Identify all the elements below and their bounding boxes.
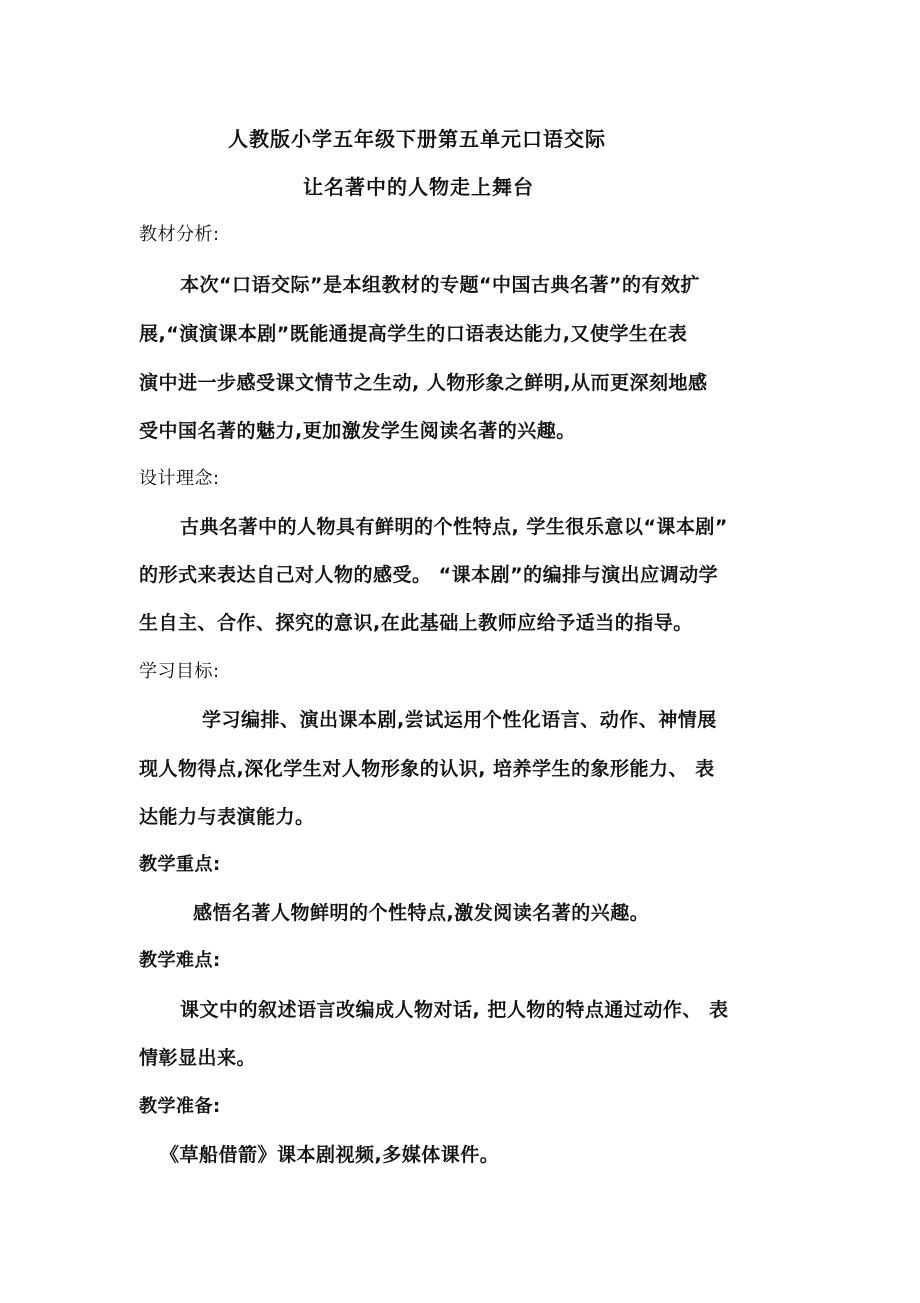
section-line: 受中国名著的魅力,更加激发学生阅读名著的兴趣。 [139, 420, 576, 442]
section-heading-design-concept: 设计理念: [139, 468, 220, 489]
section-line: 学习编排、演出课本剧,尝试运用个性化语言、动作、神情展 [202, 709, 717, 731]
section-line: 达能力与表演能力。 [139, 806, 315, 828]
section-heading-learning-goals: 学习目标: [139, 661, 220, 682]
section-line: 现人物得点,深化学生对人物形象的认识, 培养学生的象形能力、 表 [139, 758, 715, 780]
document-subtitle: 让名著中的人物走上舞台 [303, 175, 534, 199]
section-line: 的形式来表达自己对人物的感受。 “课本剧”的编排与演出应调动学 [139, 564, 719, 586]
section-heading-teaching-difficulty: 教学难点: [139, 950, 221, 971]
section-line: 展,“演演课本剧”既能通提高学生的口语表达能力,又使学生在表 [139, 323, 688, 345]
document-title: 人教版小学五年级下册第五单元口语交际 [228, 127, 606, 151]
section-line: 古典名著中的人物具有鲜明的个性特点, 学生很乐意以“课本剧” [180, 516, 728, 538]
section-line: 情彰显出来。 [139, 1047, 257, 1069]
section-line: 生自主、合作、探究的意识,在此基础上教师应给予适当的指导。 [139, 612, 693, 634]
section-heading-teaching-focus: 教学重点: [139, 854, 221, 875]
section-heading-teaching-preparation: 教学准备: [139, 1096, 221, 1117]
section-line: 感悟名著人物鲜明的个性特点,激发阅读名著的兴趣。 [193, 902, 650, 924]
section-line: 本次“口语交际”是本组教材的专题“中国古典名著”的有效扩 [180, 274, 700, 296]
section-line: 《草船借箭》课本剧视频,多媒体课件。 [160, 1144, 500, 1166]
section-line: 演中进一步感受课文情节之生动, 人物形象之鲜明,从而更深刻地感 [139, 372, 708, 394]
section-heading-textbook-analysis: 教材分析: [139, 224, 220, 245]
section-line: 课文中的叙述语言改编成人物对话, 把人物的特点通过动作、 表 [180, 999, 729, 1021]
